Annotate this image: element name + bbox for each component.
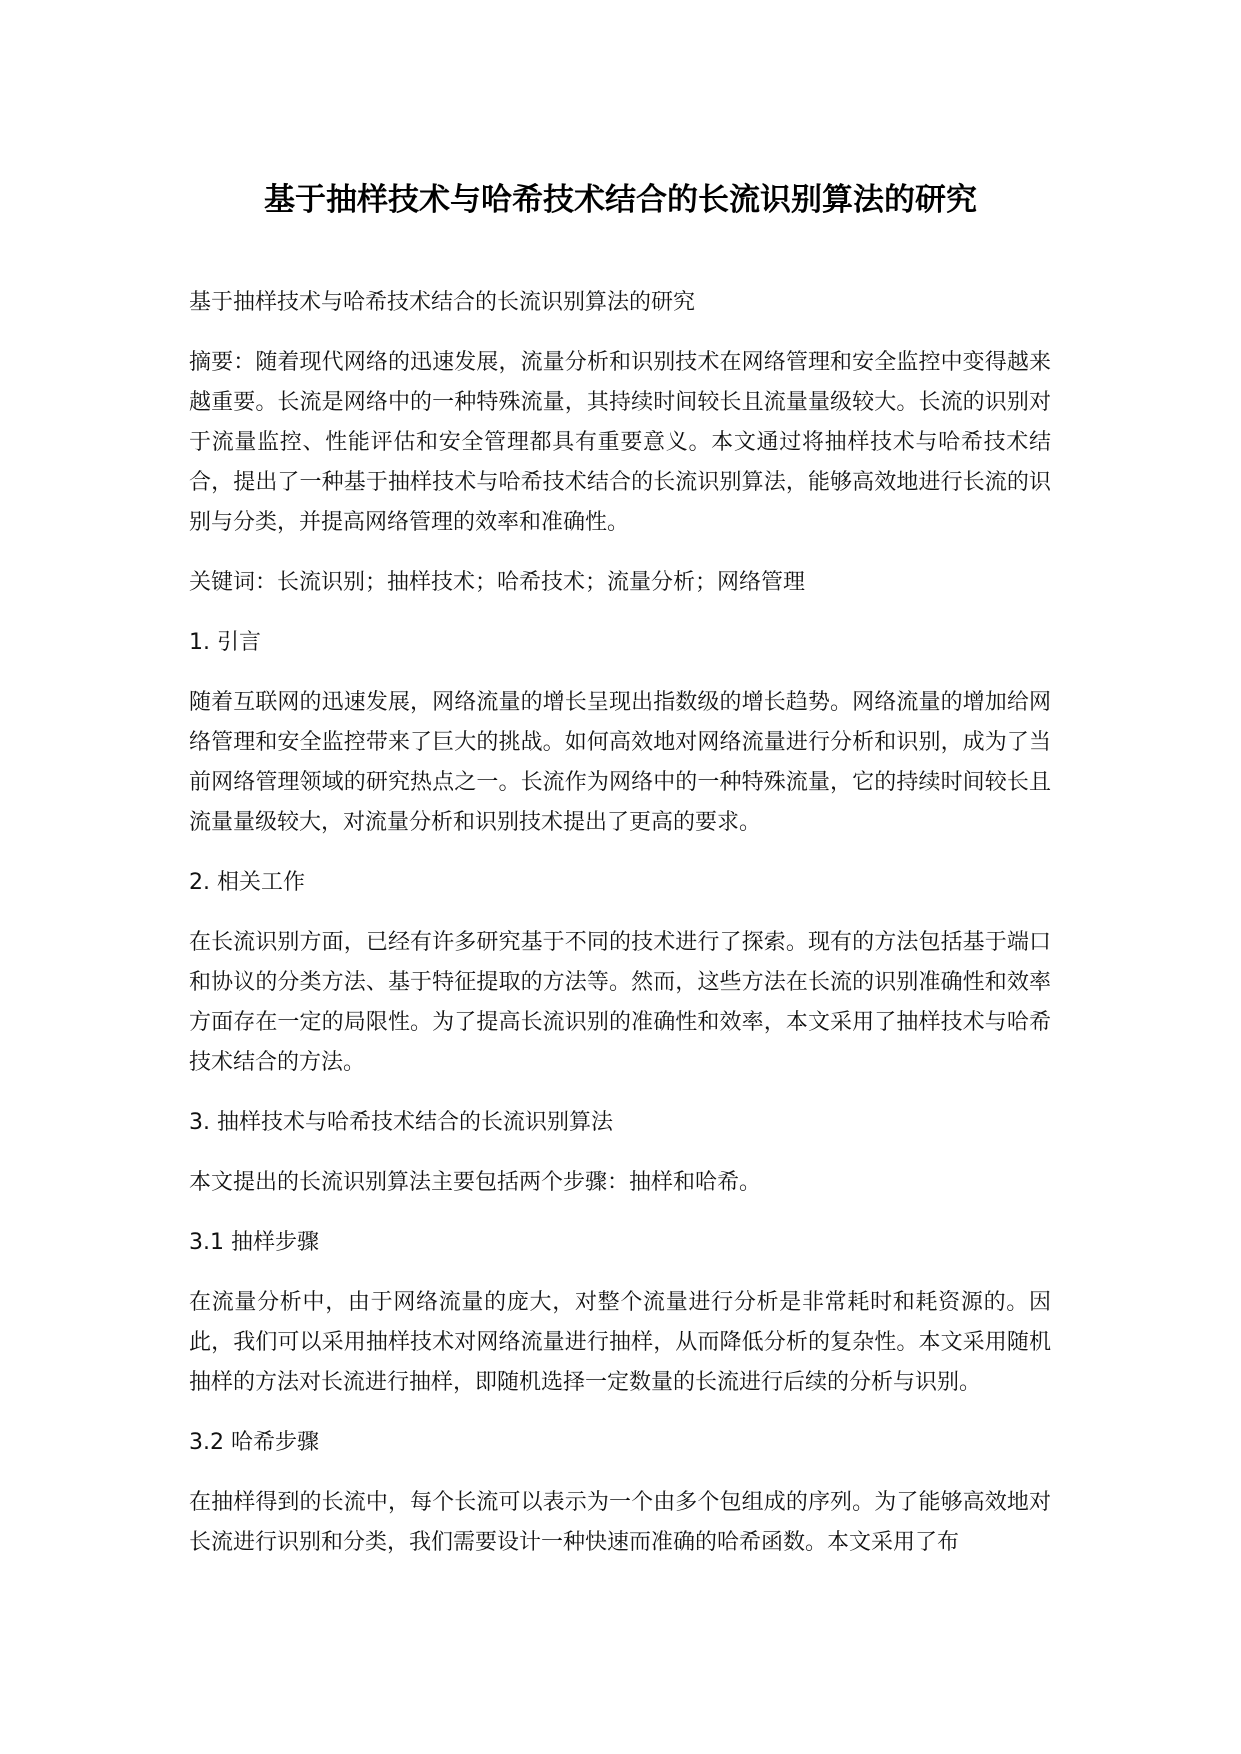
section-3-paragraph: 本文提出的长流识别算法主要包括两个步骤：抽样和哈希。 xyxy=(189,1170,762,1195)
section-1-paragraph: 随着互联网的迅速发展，网络流量的增长呈现出指数级的增长趋势。网络流量的增加给网络管理和安全监控带来了巨大的挑战。如何高效地对网络流量进行分析和识别，成为了当前网络管理领域的研究热点之一。长流作为网络中的一种特殊流量，它的持续时间较长且流量量级较大，对流量分析和识别技术提出了更高的要求。 xyxy=(189,690,1051,835)
section-3-2-heading: 3.2 哈希步骤 xyxy=(189,1430,319,1455)
document-body xyxy=(189,283,1051,1583)
document-subtitle: 基于抽样技术与哈希技术结合的长流识别算法的研究 xyxy=(189,290,696,315)
keywords-paragraph: 关键词：长流识别；抽样技术；哈希技术；流量分析；网络管理 xyxy=(189,570,806,595)
section-3-heading: 3. 抽样技术与哈希技术结合的长流识别算法 xyxy=(189,1110,613,1135)
abstract-paragraph: 摘要：随着现代网络的迅速发展，流量分析和识别技术在网络管理和安全监控中变得越来越重要。长流是网络中的一种特殊流量，其持续时间较长且流量量级较大。长流的识别对于流量监控、性能评估和安全管理都具有重要意义。本文通过将抽样技术与哈希技术结合，提出了一种基于抽样技术与哈希技术结合的长流识别算法，能够高效地进行长流的识别与分类，并提高网络管理的效率和准确性。 xyxy=(189,350,1051,535)
section-2-heading: 2. 相关工作 xyxy=(189,870,305,895)
section-3-1-heading: 3.1 抽样步骤 xyxy=(189,1230,319,1255)
section-3-2-paragraph: 在抽样得到的长流中，每个长流可以表示为一个由多个包组成的序列。为了能够高效地对长流进行识别和分类，我们需要设计一种快速而准确的哈希函数。本文采用了布 xyxy=(189,1490,1051,1555)
section-3-1-paragraph: 在流量分析中，由于网络流量的庞大，对整个流量进行分析是非常耗时和耗资源的。因此，我们可以采用抽样技术对网络流量进行抽样，从而降低分析的复杂性。本文采用随机抽样的方法对长流进行抽样，即随机选择一定数量的长流进行后续的分析与识别。 xyxy=(189,1290,1051,1395)
document-title: 基于抽样技术与哈希技术结合的长流识别算法的研究 xyxy=(264,182,977,218)
section-2-paragraph: 在长流识别方面，已经有许多研究基于不同的技术进行了探索。现有的方法包括基于端口和协议的分类方法、基于特征提取的方法等。然而，这些方法在长流的识别准确性和效率方面存在一定的局限性。为了提高长流识别的准确性和效率，本文采用了抽样技术与哈希技术结合的方法。 xyxy=(189,930,1051,1075)
section-1-heading: 1. 引言 xyxy=(189,630,261,655)
